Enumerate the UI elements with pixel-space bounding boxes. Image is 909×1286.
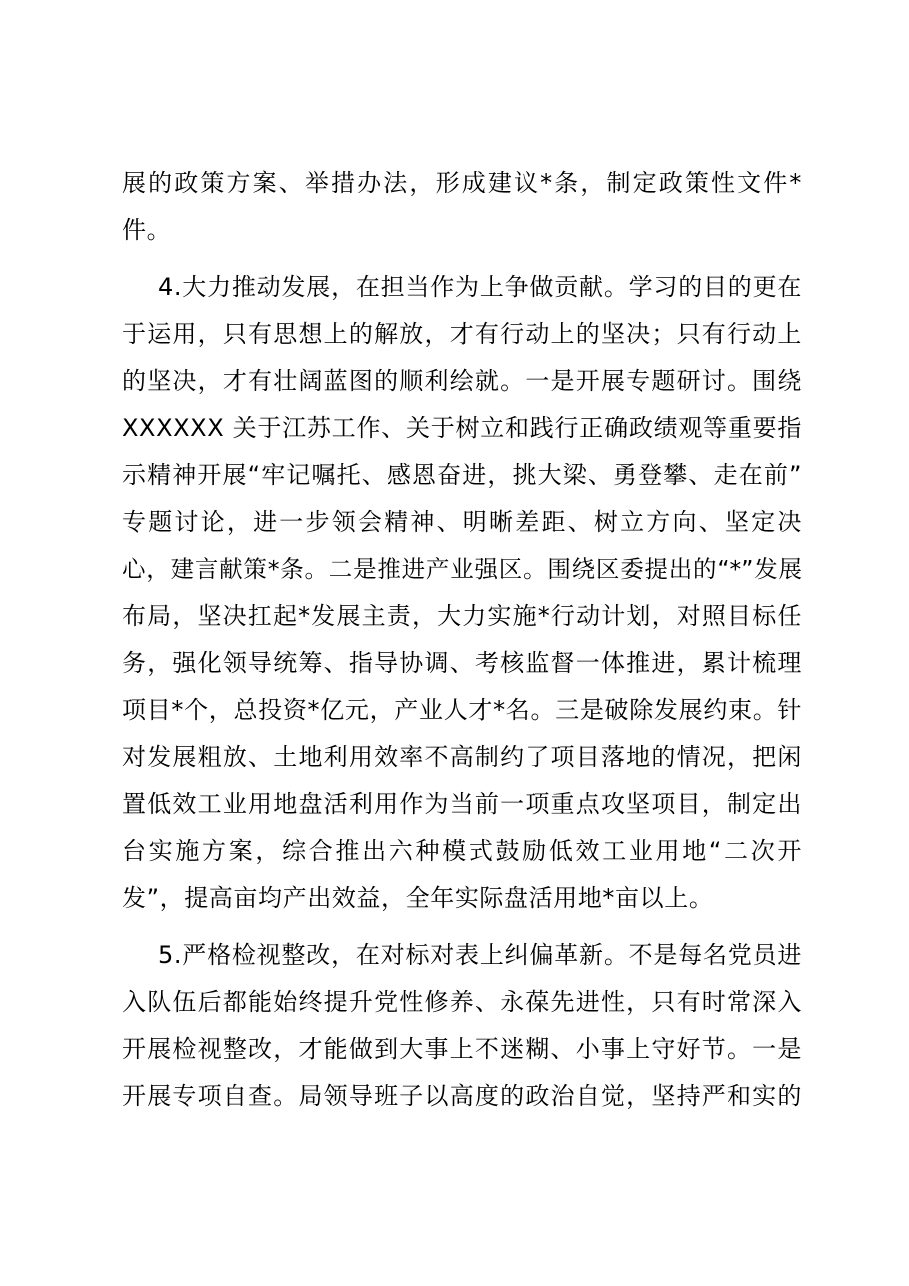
text-line: 布局，坚决扛起*发展主责，大力实施*行动计划，对照目标任 [122,602,802,630]
text-line: 的坚决，才有壮阔蓝图的顺利绘就。一是开展专题研讨。围绕 [122,367,802,395]
text-line: 置低效工业用地盘活利用作为当前一项重点攻坚项目，制定出 [122,790,802,818]
text-line: 4.大力推动发展，在担当作为上争做贡献。学习的目的更在 [158,273,802,301]
text-line: 心，建言献策*条。二是推进产业强区。围绕区委提出的“*”发展 [122,555,802,583]
text-line: 入队伍后都能始终提升党性修养、永葆先进性，只有时常深入 [122,988,802,1016]
text-line: 对发展粗放、土地利用效率不高制约了项目落地的情况，把闲 [122,743,802,771]
text-line: 项目*个，总投资*亿元，产业人才*名。三是破除发展约束。针 [122,696,802,724]
text-line: 示精神开展“牢记嘱托、感恩奋进，挑大梁、勇登攀、走在前” [122,461,802,489]
text-line: 专题讨论，进一步领会精神、明晰差距、树立方向、坚定决 [122,508,802,536]
text-line: 务，强化领导统筹、指导协调、考核监督一体推进，累计梳理 [122,649,802,677]
paragraph-1 [122,160,802,254]
text-line: 5.严格检视整改，在对标对表上纠偏革新。不是每名党员进 [158,941,802,969]
text-line: XXXXXX 关于江苏工作、关于树立和践行正确政绩观等重要指 [122,414,802,442]
text-line: 开展专项自查。局领导班子以高度的政治自觉，坚持严和实的 [122,1082,802,1110]
text-line: 发”，提高亩均产出效益，全年实际盘活用地*亩以上。 [122,884,714,912]
paragraph-2 [122,264,802,922]
text-line: 展的政策方案、举措办法，形成建议*条，制定政策性文件* [122,169,802,197]
text-line: 开展检视整改，才能做到大事上不迷糊、小事上守好节。一是 [122,1035,802,1063]
text-line: 于运用，只有思想上的解放，才有行动上的坚决；只有行动上 [122,320,802,348]
paragraph-3 [122,932,802,1120]
text-line: 台实施方案，综合推出六种模式鼓励低效工业用地“二次开 [122,837,802,865]
text-line: 件。 [122,216,172,244]
document-body [122,160,802,1120]
